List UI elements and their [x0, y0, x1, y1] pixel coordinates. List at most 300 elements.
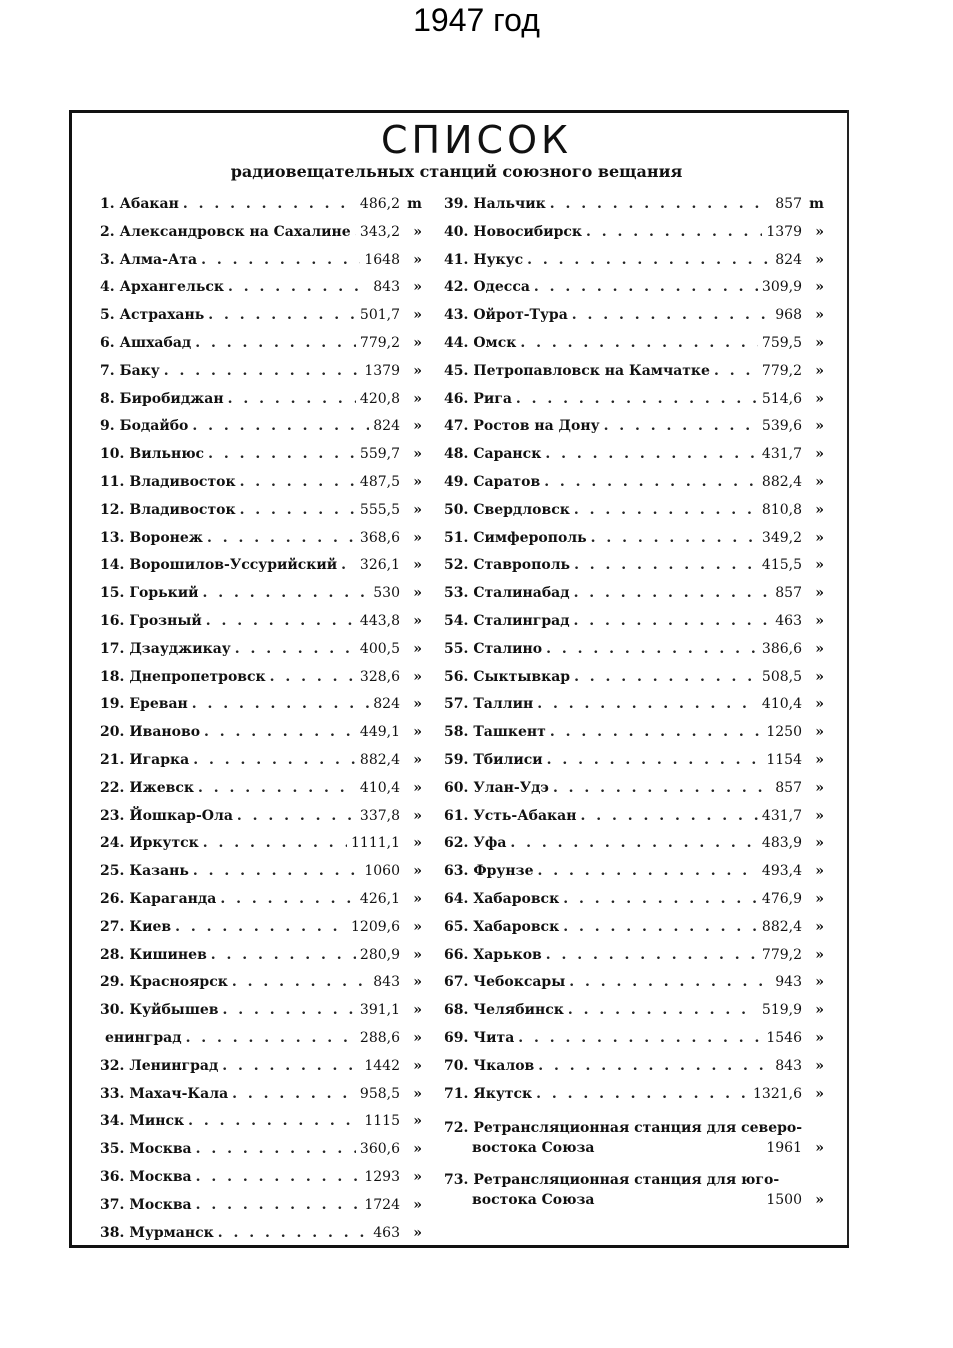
dot-leader — [208, 304, 356, 326]
list-item — [100, 582, 422, 604]
station-name: Одесса — [473, 279, 530, 296]
dot-leader — [183, 193, 356, 215]
station-number: 17. — [100, 640, 125, 657]
wavelength-value: 487,5 — [359, 474, 400, 490]
station-number: 64. — [444, 891, 469, 907]
station-name: Ашхабад — [119, 335, 192, 351]
wavelength-unit: m — [809, 196, 824, 212]
dot-leader — [228, 388, 356, 410]
station-number: 1. — [100, 196, 115, 212]
wavelength-value: 1546 — [766, 1030, 802, 1046]
wavelength-value: 486,2 — [359, 196, 400, 212]
dot-leader — [550, 193, 771, 215]
wavelength-unit: » — [413, 891, 422, 907]
wavelength-value: 1115 — [364, 1113, 400, 1130]
list-item — [100, 1138, 422, 1160]
dot-leader — [546, 944, 758, 966]
station-number: 9. — [100, 418, 115, 435]
station-number: 72. — [444, 1120, 469, 1137]
list-item — [444, 332, 824, 354]
wavelength-unit: » — [413, 946, 422, 963]
wavelength-unit: » — [815, 474, 824, 490]
station-name: Караганда — [129, 891, 217, 907]
station-number: 4. — [100, 279, 115, 296]
wavelength-unit: » — [413, 974, 422, 991]
wavelength-unit: » — [413, 918, 422, 935]
wavelength-value: 843 — [373, 279, 400, 296]
wavelength-value: 328,6 — [359, 668, 400, 685]
wavelength-unit: » — [413, 335, 422, 351]
wavelength-unit: » — [413, 390, 422, 407]
list-item — [100, 860, 422, 882]
station-number: 67. — [444, 974, 469, 991]
wavelength-unit: » — [413, 1057, 422, 1074]
station-name: Чкалов — [473, 1057, 535, 1074]
list-item — [444, 610, 824, 632]
station-number: 28. — [100, 946, 125, 963]
list-item — [100, 1194, 422, 1216]
station-number: 35. — [100, 1141, 125, 1158]
dot-leader — [537, 860, 757, 882]
station-name: Харьков — [473, 946, 542, 963]
dot-leader — [569, 971, 771, 993]
wavelength-unit: » — [413, 1030, 422, 1046]
list-item — [100, 888, 422, 910]
wavelength-value: 759,5 — [761, 335, 802, 351]
list-item — [100, 276, 422, 298]
station-name: Рига — [473, 390, 512, 407]
station-name: Таллин — [473, 696, 534, 713]
wavelength-unit: » — [413, 696, 422, 713]
list-item — [444, 304, 824, 326]
station-number: 11. — [100, 474, 125, 490]
wavelength-unit: » — [815, 585, 824, 602]
wavelength-value: 779,2 — [761, 946, 802, 963]
dot-leader — [550, 721, 763, 743]
wavelength-value: 343,2 — [359, 223, 400, 240]
station-number: 37. — [100, 1196, 125, 1213]
dot-leader — [572, 304, 771, 326]
list-item — [444, 1027, 824, 1049]
station-number: 43. — [444, 307, 469, 324]
station-name: Якутск — [473, 1085, 533, 1102]
station-name: Игарка — [129, 752, 190, 768]
wavelength-value: 420,8 — [359, 390, 400, 407]
wavelength-value: 288,6 — [359, 1030, 400, 1046]
station-number: 42. — [444, 279, 469, 296]
wavelength-unit: » — [815, 1002, 824, 1019]
list-item — [444, 193, 824, 215]
station-name: Чита — [473, 1030, 515, 1046]
station-name: Фрунзе — [473, 863, 534, 880]
list-item — [100, 499, 422, 521]
dot-leader — [563, 888, 758, 910]
dot-leader — [355, 221, 356, 243]
list-item — [100, 832, 422, 854]
wavelength-value: 410,4 — [761, 696, 802, 713]
wavelength-unit: » — [413, 307, 422, 324]
wavelength-value: 443,8 — [359, 613, 400, 629]
wavelength-unit: » — [413, 1141, 422, 1158]
wavelength-value: 1379 — [364, 362, 400, 379]
station-name: Свердловск — [473, 501, 570, 518]
station-number: 56. — [444, 668, 469, 685]
wavelength-unit: » — [413, 223, 422, 240]
station-name: Махач-Кала — [129, 1085, 229, 1102]
wavelength-value: 463 — [775, 613, 802, 629]
dot-leader — [520, 332, 758, 354]
wavelength-unit: » — [413, 668, 422, 685]
station-name: Архангельск — [119, 279, 224, 296]
list-item — [444, 749, 824, 771]
station-name: Мурманск — [129, 1224, 214, 1241]
station-number: 25. — [100, 863, 125, 880]
wavelength-value: 882,4 — [761, 474, 802, 490]
list-item — [444, 582, 824, 604]
list-item — [100, 805, 422, 827]
list-item — [100, 443, 422, 465]
station-name: Куйбышев — [129, 1002, 219, 1019]
dot-leader — [206, 610, 356, 632]
dot-leader — [518, 1027, 762, 1049]
list-item — [444, 888, 824, 910]
dot-leader — [188, 1110, 360, 1132]
wavelength-unit: » — [413, 1113, 422, 1130]
wavelength-value: 555,5 — [359, 501, 400, 518]
station-number: 54. — [444, 613, 469, 629]
wavelength-value: 337,8 — [359, 807, 400, 824]
dot-leader — [204, 721, 356, 743]
station-name-continued: востока Союза — [472, 1140, 595, 1157]
list-item — [444, 944, 824, 966]
dot-leader — [208, 443, 356, 465]
wavelength-value: 559,7 — [359, 446, 400, 463]
dot-leader — [203, 832, 347, 854]
dot-leader — [574, 554, 758, 576]
wavelength-value: 415,5 — [761, 557, 802, 574]
list-item — [100, 638, 422, 660]
list-item — [444, 666, 824, 688]
station-name: Сталинабад — [473, 585, 570, 602]
wavelength-value: 410,4 — [359, 779, 400, 796]
wavelength-value: 309,9 — [761, 279, 802, 296]
wavelength-value: 463 — [373, 1224, 400, 1241]
station-number: 41. — [444, 251, 469, 268]
list-item — [100, 388, 422, 410]
wavelength-unit: » — [413, 251, 422, 268]
wavelength-value: 514,6 — [761, 390, 802, 407]
station-number: 68. — [444, 1002, 469, 1019]
list-item — [100, 471, 422, 493]
list-item — [100, 1110, 422, 1132]
station-number: 60. — [444, 779, 469, 796]
station-name: Ретрансляционная станция для юго- — [473, 1172, 780, 1189]
list-item — [444, 249, 824, 271]
station-name: Иваново — [129, 724, 201, 741]
station-name: Симферополь — [473, 529, 587, 546]
wavelength-value: 857 — [775, 196, 802, 212]
wavelength-value: 1724 — [364, 1196, 400, 1213]
wavelength-unit: » — [413, 863, 422, 880]
station-name: Хабаровск — [473, 918, 560, 935]
wavelength-unit: » — [815, 501, 824, 518]
list-item — [100, 721, 422, 743]
list-item — [444, 832, 824, 854]
dot-leader — [175, 916, 347, 938]
wavelength-value: 1379 — [766, 223, 802, 240]
station-number: 19. — [100, 696, 125, 713]
wavelength-unit: » — [815, 557, 824, 574]
list-item — [444, 721, 824, 743]
station-number: 2. — [100, 223, 115, 240]
station-name: Ойрот-Тура — [473, 307, 568, 324]
station-number: 22. — [100, 779, 125, 796]
station-number: 59. — [444, 752, 469, 768]
wavelength-unit: » — [413, 1002, 422, 1019]
station-name: Тбилиси — [473, 752, 543, 768]
wavelength-value: 431,7 — [761, 807, 802, 824]
wavelength-unit: » — [413, 529, 422, 546]
wavelength-value: 449,1 — [359, 724, 400, 741]
wavelength-value: 391,1 — [359, 1002, 400, 1019]
station-name: Абакан — [119, 196, 179, 212]
list-item — [100, 554, 422, 576]
frame-top-border — [69, 110, 849, 113]
dot-leader — [574, 499, 758, 521]
entry-line-2 — [444, 1190, 824, 1210]
wavelength-unit: » — [815, 891, 824, 907]
dot-leader — [201, 249, 360, 271]
wavelength-value: 857 — [775, 779, 802, 796]
wavelength-unit: » — [413, 835, 422, 852]
wavelength-value: 1648 — [364, 251, 400, 268]
wavelength-value: 779,2 — [359, 335, 400, 351]
wavelength-value: 810,8 — [761, 501, 802, 518]
station-name: Нукус — [473, 251, 524, 268]
station-number: 50. — [444, 501, 469, 518]
wavelength-value: 508,5 — [761, 668, 802, 685]
list-item-multiline — [444, 1118, 824, 1158]
list-item — [444, 499, 824, 521]
wavelength-unit: » — [815, 446, 824, 463]
station-name: Ленинград — [129, 1057, 219, 1074]
wavelength-value: 280,9 — [359, 946, 400, 963]
dot-leader — [218, 1222, 370, 1244]
station-name: Сыктывкар — [473, 668, 571, 685]
station-name: Астрахань — [119, 307, 205, 324]
list-item — [100, 360, 422, 382]
dot-leader — [164, 360, 361, 382]
wavelength-unit: » — [815, 974, 824, 991]
entry-line-2 — [444, 1138, 824, 1158]
list-item — [100, 1166, 422, 1188]
dot-leader — [545, 443, 758, 465]
wavelength-unit: » — [413, 446, 422, 463]
station-number: 21. — [100, 752, 125, 768]
station-name: Челябинск — [473, 1002, 564, 1019]
station-number: 63. — [444, 863, 469, 880]
wavelength-value: 779,2 — [761, 362, 802, 379]
wavelength-value: 501,7 — [359, 307, 400, 324]
wavelength-value: 326,1 — [359, 557, 400, 574]
list-item — [444, 388, 824, 410]
wavelength-value: 368,6 — [359, 529, 400, 546]
station-number: 44. — [444, 335, 469, 351]
station-name: Кишинев — [129, 946, 207, 963]
station-number: 62. — [444, 835, 469, 852]
wavelength-value: 386,6 — [761, 640, 802, 657]
station-name: Ретрансляционная станция для северо- — [473, 1120, 803, 1137]
wavelength-value: 968 — [775, 307, 802, 324]
station-name: Казань — [129, 863, 189, 880]
station-number: 38. — [100, 1224, 125, 1241]
station-number: 70. — [444, 1057, 469, 1074]
station-number: 23. — [100, 807, 125, 824]
wavelength-unit: » — [815, 279, 824, 296]
wavelength-unit: » — [413, 1196, 422, 1213]
wavelength-unit: » — [815, 390, 824, 407]
wavelength-value: 483,9 — [761, 835, 802, 852]
dot-leader — [240, 499, 356, 521]
station-number: 34. — [100, 1113, 125, 1130]
wavelength-unit: » — [815, 1192, 824, 1209]
dot-leader — [270, 666, 356, 688]
station-number: 13. — [100, 529, 125, 546]
wavelength-value: 824 — [373, 418, 400, 435]
wavelength-unit: » — [413, 640, 422, 657]
station-number: 30. — [100, 1002, 125, 1019]
list-item — [444, 971, 824, 993]
station-number: 58. — [444, 724, 469, 741]
wavelength-value: 843 — [775, 1057, 802, 1074]
station-name: Баку — [119, 362, 160, 379]
station-number: 61. — [444, 807, 469, 824]
station-number: 5. — [100, 307, 115, 324]
wavelength-unit: » — [815, 1030, 824, 1046]
station-name: Хабаровск — [473, 891, 560, 907]
list-item — [100, 693, 422, 715]
wavelength-value: 882,4 — [761, 918, 802, 935]
list-item — [100, 944, 422, 966]
station-number: 39. — [444, 196, 469, 212]
wavelength-value: 530 — [373, 585, 400, 602]
wavelength-unit: » — [413, 1085, 422, 1102]
dot-leader — [547, 749, 763, 771]
wavelength-value: 824 — [373, 696, 400, 713]
station-name: Йошкар-Ола — [129, 807, 233, 824]
frame-right-border — [847, 110, 849, 1248]
wavelength-unit: » — [413, 1224, 422, 1241]
station-number: 15. — [100, 585, 125, 602]
list-item — [444, 415, 824, 437]
list-item — [100, 527, 422, 549]
station-name: Саратов — [473, 474, 541, 490]
wavelength-unit: » — [413, 279, 422, 296]
dot-leader — [228, 276, 369, 298]
station-number: 46. — [444, 390, 469, 407]
wavelength-unit: » — [815, 1085, 824, 1102]
entry-line-1 — [444, 1118, 824, 1138]
station-name: Москва — [129, 1169, 192, 1185]
station-name: Биробиджан — [119, 390, 224, 407]
dot-leader — [196, 1166, 361, 1188]
station-name: Ростов на Дону — [473, 418, 600, 435]
station-number: 24. — [100, 835, 125, 852]
wavelength-unit: » — [413, 807, 422, 824]
dot-leader — [714, 360, 758, 382]
station-number: 48. — [444, 446, 469, 463]
dot-leader — [546, 638, 758, 660]
dot-leader — [223, 999, 356, 1021]
wavelength-unit: » — [815, 307, 824, 324]
station-number: 33. — [100, 1085, 125, 1102]
station-name: Сталинград — [473, 613, 570, 629]
list-item — [100, 1055, 422, 1077]
station-name: Москва — [129, 1196, 192, 1213]
wavelength-unit: » — [413, 362, 422, 379]
list-item — [100, 304, 422, 326]
wavelength-unit: » — [413, 585, 422, 602]
station-name: Владивосток — [129, 501, 236, 518]
list-item — [444, 471, 824, 493]
dot-leader — [568, 999, 758, 1021]
list-item — [444, 693, 824, 715]
station-name: Иркутск — [129, 835, 199, 852]
dot-leader — [235, 638, 356, 660]
list-item — [100, 1027, 422, 1049]
dot-leader — [196, 1194, 361, 1216]
dot-leader — [553, 777, 771, 799]
wavelength-unit: » — [815, 918, 824, 935]
station-number: 27. — [100, 918, 125, 935]
wavelength-value: 431,7 — [761, 446, 802, 463]
dot-leader — [341, 554, 356, 576]
station-name: Минск — [129, 1113, 185, 1130]
station-name: Саранск — [473, 446, 542, 463]
station-name: Сталино — [473, 640, 543, 657]
wavelength-unit: » — [815, 251, 824, 268]
list-item — [444, 1055, 824, 1077]
station-name: Бодайбо — [119, 418, 189, 435]
station-number: 57. — [444, 696, 469, 713]
wavelength-unit: » — [413, 779, 422, 796]
list-item — [444, 999, 824, 1021]
station-name: Горький — [129, 585, 199, 602]
document-subtitle: радиовещательных станций союзного вещания — [230, 162, 683, 181]
station-name: Ставрополь — [473, 557, 571, 574]
dot-leader — [534, 276, 758, 298]
wavelength-value: 1060 — [364, 863, 400, 880]
list-item — [444, 860, 824, 882]
dot-leader — [516, 388, 758, 410]
dot-leader — [198, 777, 356, 799]
station-number: 7. — [100, 362, 115, 379]
document-title: СПИСОК — [381, 118, 572, 162]
dot-leader — [527, 249, 771, 271]
list-item — [444, 276, 824, 298]
station-name: Дзауджикау — [129, 640, 231, 657]
list-item — [100, 749, 422, 771]
frame-left-border — [69, 110, 72, 1248]
station-number: 65. — [444, 918, 469, 935]
wavelength-unit: » — [413, 752, 422, 768]
wavelength-unit: » — [815, 1140, 824, 1157]
wavelength-unit: » — [413, 418, 422, 435]
wavelength-value: 843 — [373, 974, 400, 991]
wavelength-value: 426,1 — [359, 891, 400, 907]
station-number: 51. — [444, 529, 469, 546]
station-number: 55. — [444, 640, 469, 657]
